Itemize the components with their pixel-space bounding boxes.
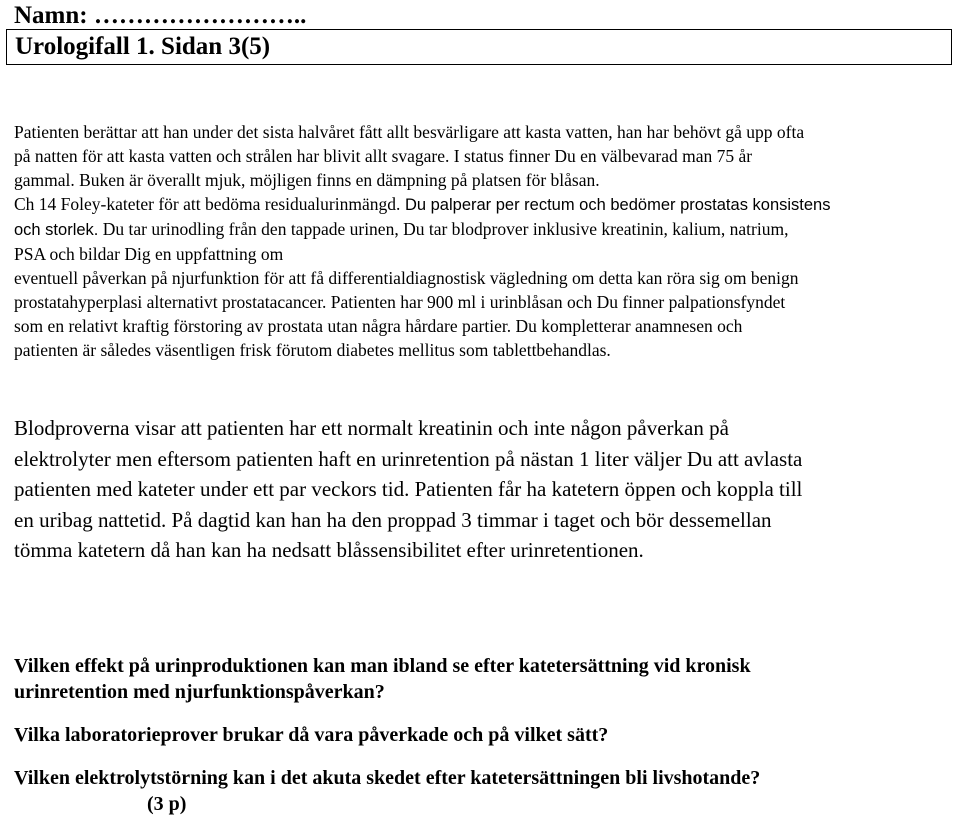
questions-section [14,653,954,817]
case-line-sans: och storlek. [14,221,99,239]
blood-results-paragraph [14,413,954,566]
title-box [6,29,952,65]
page-title: Urologifall 1. Sidan 3(5) [15,33,271,60]
question-3: Vilken elektrolytstörning kan i det akuta skedet efter katetersättningen bli livshotande? [14,767,761,789]
points-label: (3 p) [147,793,187,815]
case-description [14,120,954,362]
case-line: eventuell påverkan på njurfunktion för att få differentialdiagnostisk vägledning om detta kan röra sig om benign [14,268,799,288]
question-2: Vilka laboratorieprover brukar då vara påverkade och på vilket sätt? [14,724,609,746]
blood-line: tömma katetern då han kan ha nedsatt blåssensibilitet efter urinretentionen. [14,538,644,562]
case-line [14,192,954,217]
case-line: patienten är således väsentligen frisk förutom diabetes mellitus som tablettbehandlas. [14,340,611,360]
case-line: PSA och bildar Dig en uppfattning om [14,244,284,264]
case-line: gammal. Buken är överallt mjuk, möjligen finns en dämpning på platsen för blåsan. [14,170,600,190]
case-line-serif: Du tar urinodling från den tappade urinen, Du tar blodprover inklusive kreatinin, kalium, natrium, [98,219,789,239]
blood-line: patienten med kateter under ett par veckors tid. Patienten får ha katetern öppen och koppla till [14,477,803,501]
case-line [14,217,954,242]
blood-line: elektrolyter men eftersom patienten haft en urinretention på nästan 1 liter väljer Du att avlasta [14,446,803,471]
blood-line: Blodproverna visar att patienten har ett normalt kreatinin och inte någon påverkan på [14,416,729,440]
case-line: Patienten berättar att han under det sista halvåret fått allt besvärligare att kasta vatten, han har behövt gå upp ofta [14,122,805,142]
case-line: som en relativt kraftig förstoring av prostata utan några hårdare partier. Du kompletterar anamnesen och [14,316,743,336]
name-field-label: Namn: …………………….. [14,2,307,29]
case-line: på natten för att kasta vatten och strålen har blivit allt svagare. I status finner Du en välbevarad man 75 år [14,146,753,166]
case-line-serif: Ch 14 Foley-kateter för att bedöma residualurinmängd. [14,194,401,214]
question-1-cont: urinretention med njurfunktionspåverkan? [14,681,385,703]
question-1: Vilken effekt på urinproduktionen kan man ibland se efter katetersättning vid kronisk [14,655,751,677]
blood-line: en uribag nattetid. På dagtid kan han ha den proppad 3 timmar i taget och bör dessemellan [14,507,772,532]
case-line-sans: Du palperar per rectum och bedömer prostatas konsistens [400,196,831,214]
case-line: prostatahyperplasi alternativt prostatacancer. Patienten har 900 ml i urinblåsan och Du finner palpationsfyndet [14,292,786,312]
